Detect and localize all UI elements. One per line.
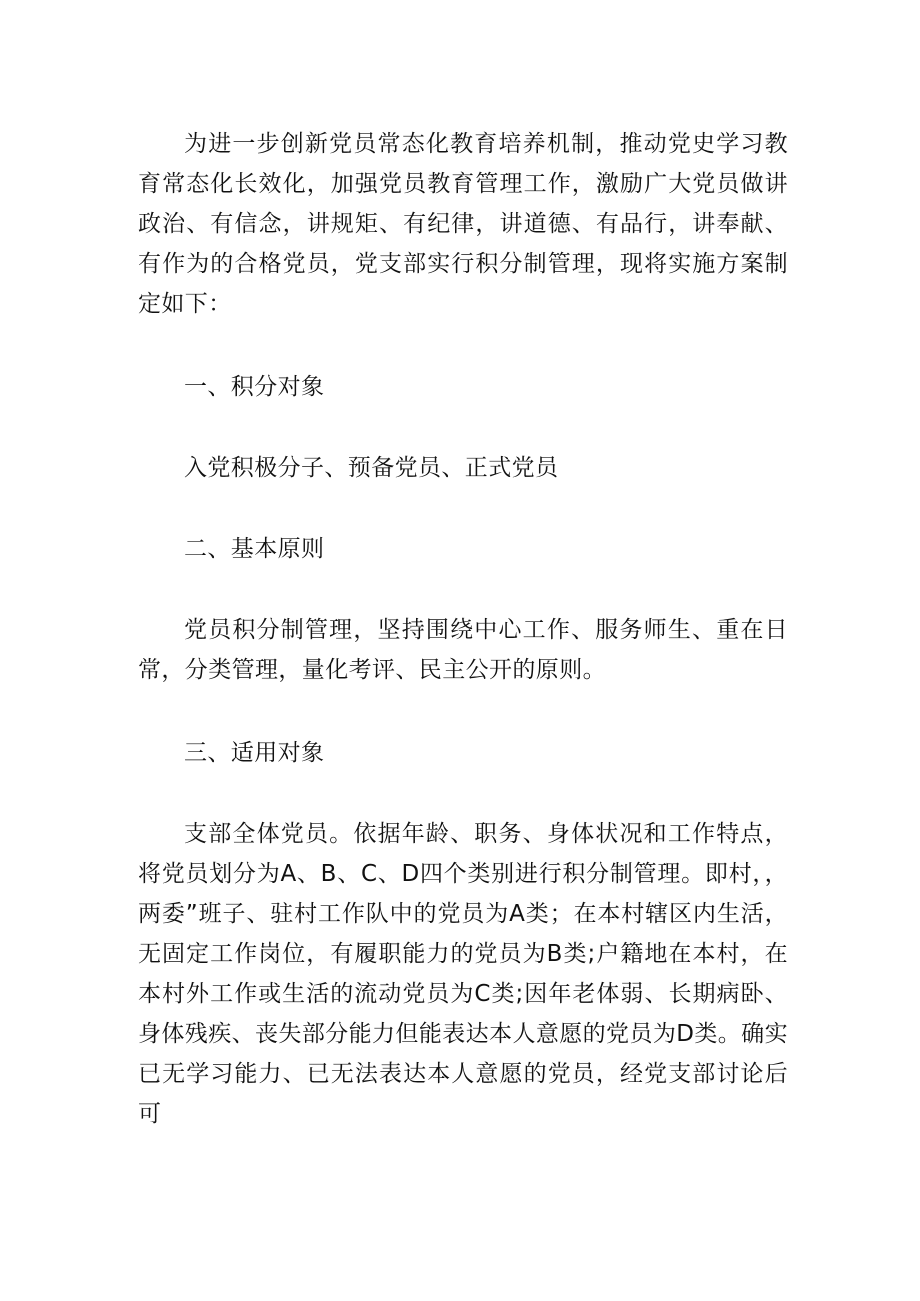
- document-body: [138, 124, 788, 1134]
- section-heading-basic-principles: 二、基本原则: [184, 536, 325, 562]
- section-body-basic-principles: 党员积分制管理，坚持围绕中心工作、服务师生、重在日常，分类管理，量化考评、民主公开的原则。: [138, 617, 788, 683]
- section-body-scoring-targets: 入党积极分子、预备党员、正式党员: [184, 455, 559, 481]
- intro-paragraph: 为进一步创新党员常态化教育培养机制，推动党史学习教育常态化长效化，加强党员教育管理工作，激励广大党员做讲政治、有信念，讲规矩、有纪律，讲道德、有品行，讲奉献、有作为的合格党员，党支部实行积分制管理，现将实施方案制定如下：: [138, 131, 788, 317]
- section-heading-scoring-targets: 一、积分对象: [184, 374, 325, 400]
- section-heading-applicable-targets: 三、适用对象: [184, 740, 325, 766]
- section-body-applicable-targets: 支部全体党员。依据年龄、职务、身体状况和工作特点，将党员划分为A、B、C、D四个类别进行积分制管理。即村，，两委”班子、驻村工作队中的党员为A类；在本村辖区内生活，无固定工作岗位，有履职能力的党员为B类;户籍地在本村，在本村外工作或生活的流动党员为C类;因年老体弱、长期病卧、身体残疾、丧失部分能力但能表达本人意愿的党员为D类。确实已无学习能力、已无法表达本人意愿的党员，经党支部讨论后可: [138, 821, 788, 1127]
